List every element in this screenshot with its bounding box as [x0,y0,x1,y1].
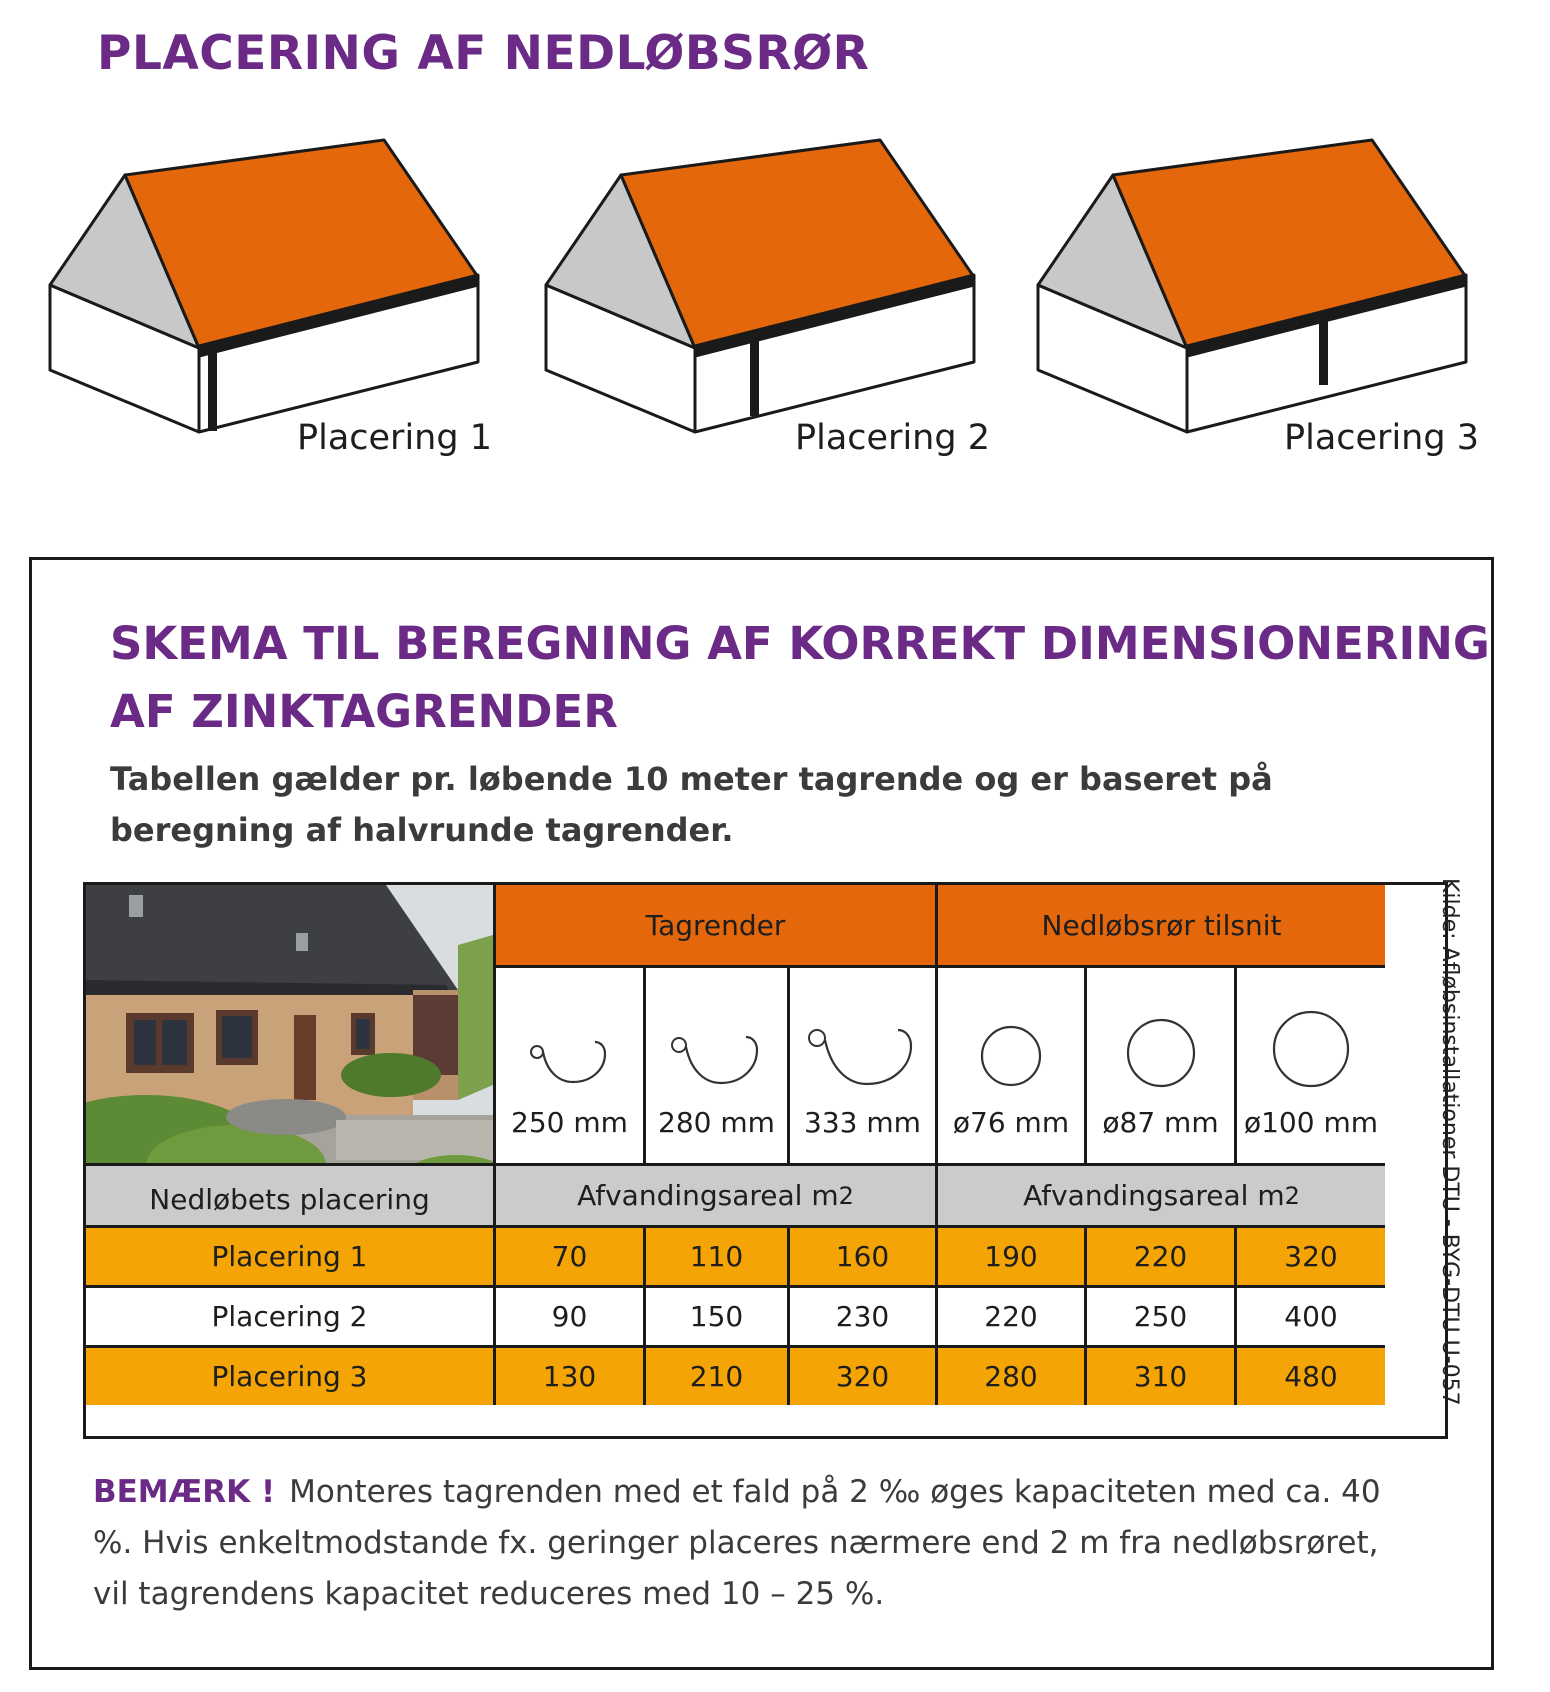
column-label-87mm: ø87 mm [1102,1106,1219,1139]
table-cell: 130 [493,1345,643,1405]
skema-subtitle-line-2: beregning af halvrunde tagrender. [110,811,734,849]
column-label-76mm: ø76 mm [952,1106,1070,1139]
table-cell: 190 [935,1225,1084,1285]
skema-subtitle-line-1: Tabellen gælder pr. løbende 10 meter tagrende og er baseret på [110,760,1273,798]
table-cell: 210 [643,1345,787,1405]
column-label-280mm: 280 mm [658,1106,775,1139]
half-round-gutter-icon [525,1038,615,1088]
table-cell: 160 [787,1225,935,1285]
row-label-placering-2: Placering 2 [86,1285,493,1345]
house-1-label: Placering 1 [297,418,492,458]
house-photo [86,885,493,1182]
area-unit-sup: 2 [838,1181,854,1210]
column-label-250mm: 250 mm [511,1106,628,1139]
skema-title [110,610,1490,746]
table-cell: 310 [1084,1345,1234,1405]
area-label: Afvandingsareal m [577,1179,839,1212]
group-header-nedlobsror: Nedløbsrør tilsnit [935,885,1385,965]
round-pipe-icon [979,1024,1043,1088]
house-2-label: Placering 2 [795,418,990,458]
half-round-gutter-icon [667,1033,767,1088]
area-unit-sup: 2 [1284,1181,1300,1210]
row-header-label: Nedløbets placering [86,1163,493,1225]
house-photo-image [86,885,493,1182]
dimension-table [83,882,1448,1439]
column-label-333mm: 333 mm [804,1106,921,1139]
area-header-tagrender [493,1163,935,1225]
table-cell: 230 [787,1285,935,1345]
note [93,1467,1423,1620]
table-cell: 90 [493,1285,643,1345]
column-header-87mm [1084,965,1234,1165]
page-title: PLACERING AF NEDLØBSRØR [97,26,870,81]
table-cell: 250 [1084,1285,1234,1345]
area-label: Afvandingsareal m [1023,1179,1285,1212]
round-pipe-icon [1272,1010,1350,1088]
column-header-280mm [643,965,787,1165]
column-header-250mm [493,965,643,1165]
skema-subtitle [110,754,1310,856]
half-round-gutter-icon [805,1026,920,1088]
table-cell: 150 [643,1285,787,1345]
group-header-tagrender: Tagrender [493,885,935,965]
table-cell: 220 [935,1285,1084,1345]
table-cell: 320 [787,1345,935,1405]
house-3-label: Placering 3 [1284,418,1479,458]
house-3-illustration [1038,140,1466,432]
skema-title-line-1: SKEMA TIL BEREGNING AF KORREKT DIMENSIONERING [110,617,1490,670]
source-credit: Kilde: Afløbsinstallationer DTU - BYG-DTU U-057 [1437,878,1462,1406]
table-cell: 400 [1234,1285,1385,1345]
column-header-333mm [787,965,935,1165]
column-header-100mm [1234,965,1385,1165]
table-cell: 110 [643,1225,787,1285]
area-header-nedlobsror [935,1163,1385,1225]
column-label-100mm: ø100 mm [1243,1106,1379,1139]
note-label: BEMÆRK ! [93,1474,276,1510]
table-cell: 320 [1234,1225,1385,1285]
row-label-placering-3: Placering 3 [86,1345,493,1405]
house-2-illustration [546,140,974,432]
table-cell: 480 [1234,1345,1385,1405]
house-1-illustration [50,140,478,432]
calculation-panel [29,557,1494,1670]
note-text: Monteres tagrenden med et fald på 2 ‰ øges kapaciteten med ca. 40 %. Hvis enkeltmodstande fx. geringer placeres nærmere end 2 m fra nedløbsrøret, vil tagrendens kapacitet reduceres med 10 – 25 %. [93,1474,1381,1612]
skema-title-line-2: AF ZINKTAGRENDER [110,685,618,738]
round-pipe-icon [1126,1018,1196,1088]
table-cell: 220 [1084,1225,1234,1285]
table-cell: 70 [493,1225,643,1285]
row-label-placering-1: Placering 1 [86,1225,493,1285]
table-cell: 280 [935,1345,1084,1405]
column-header-76mm [935,965,1084,1165]
